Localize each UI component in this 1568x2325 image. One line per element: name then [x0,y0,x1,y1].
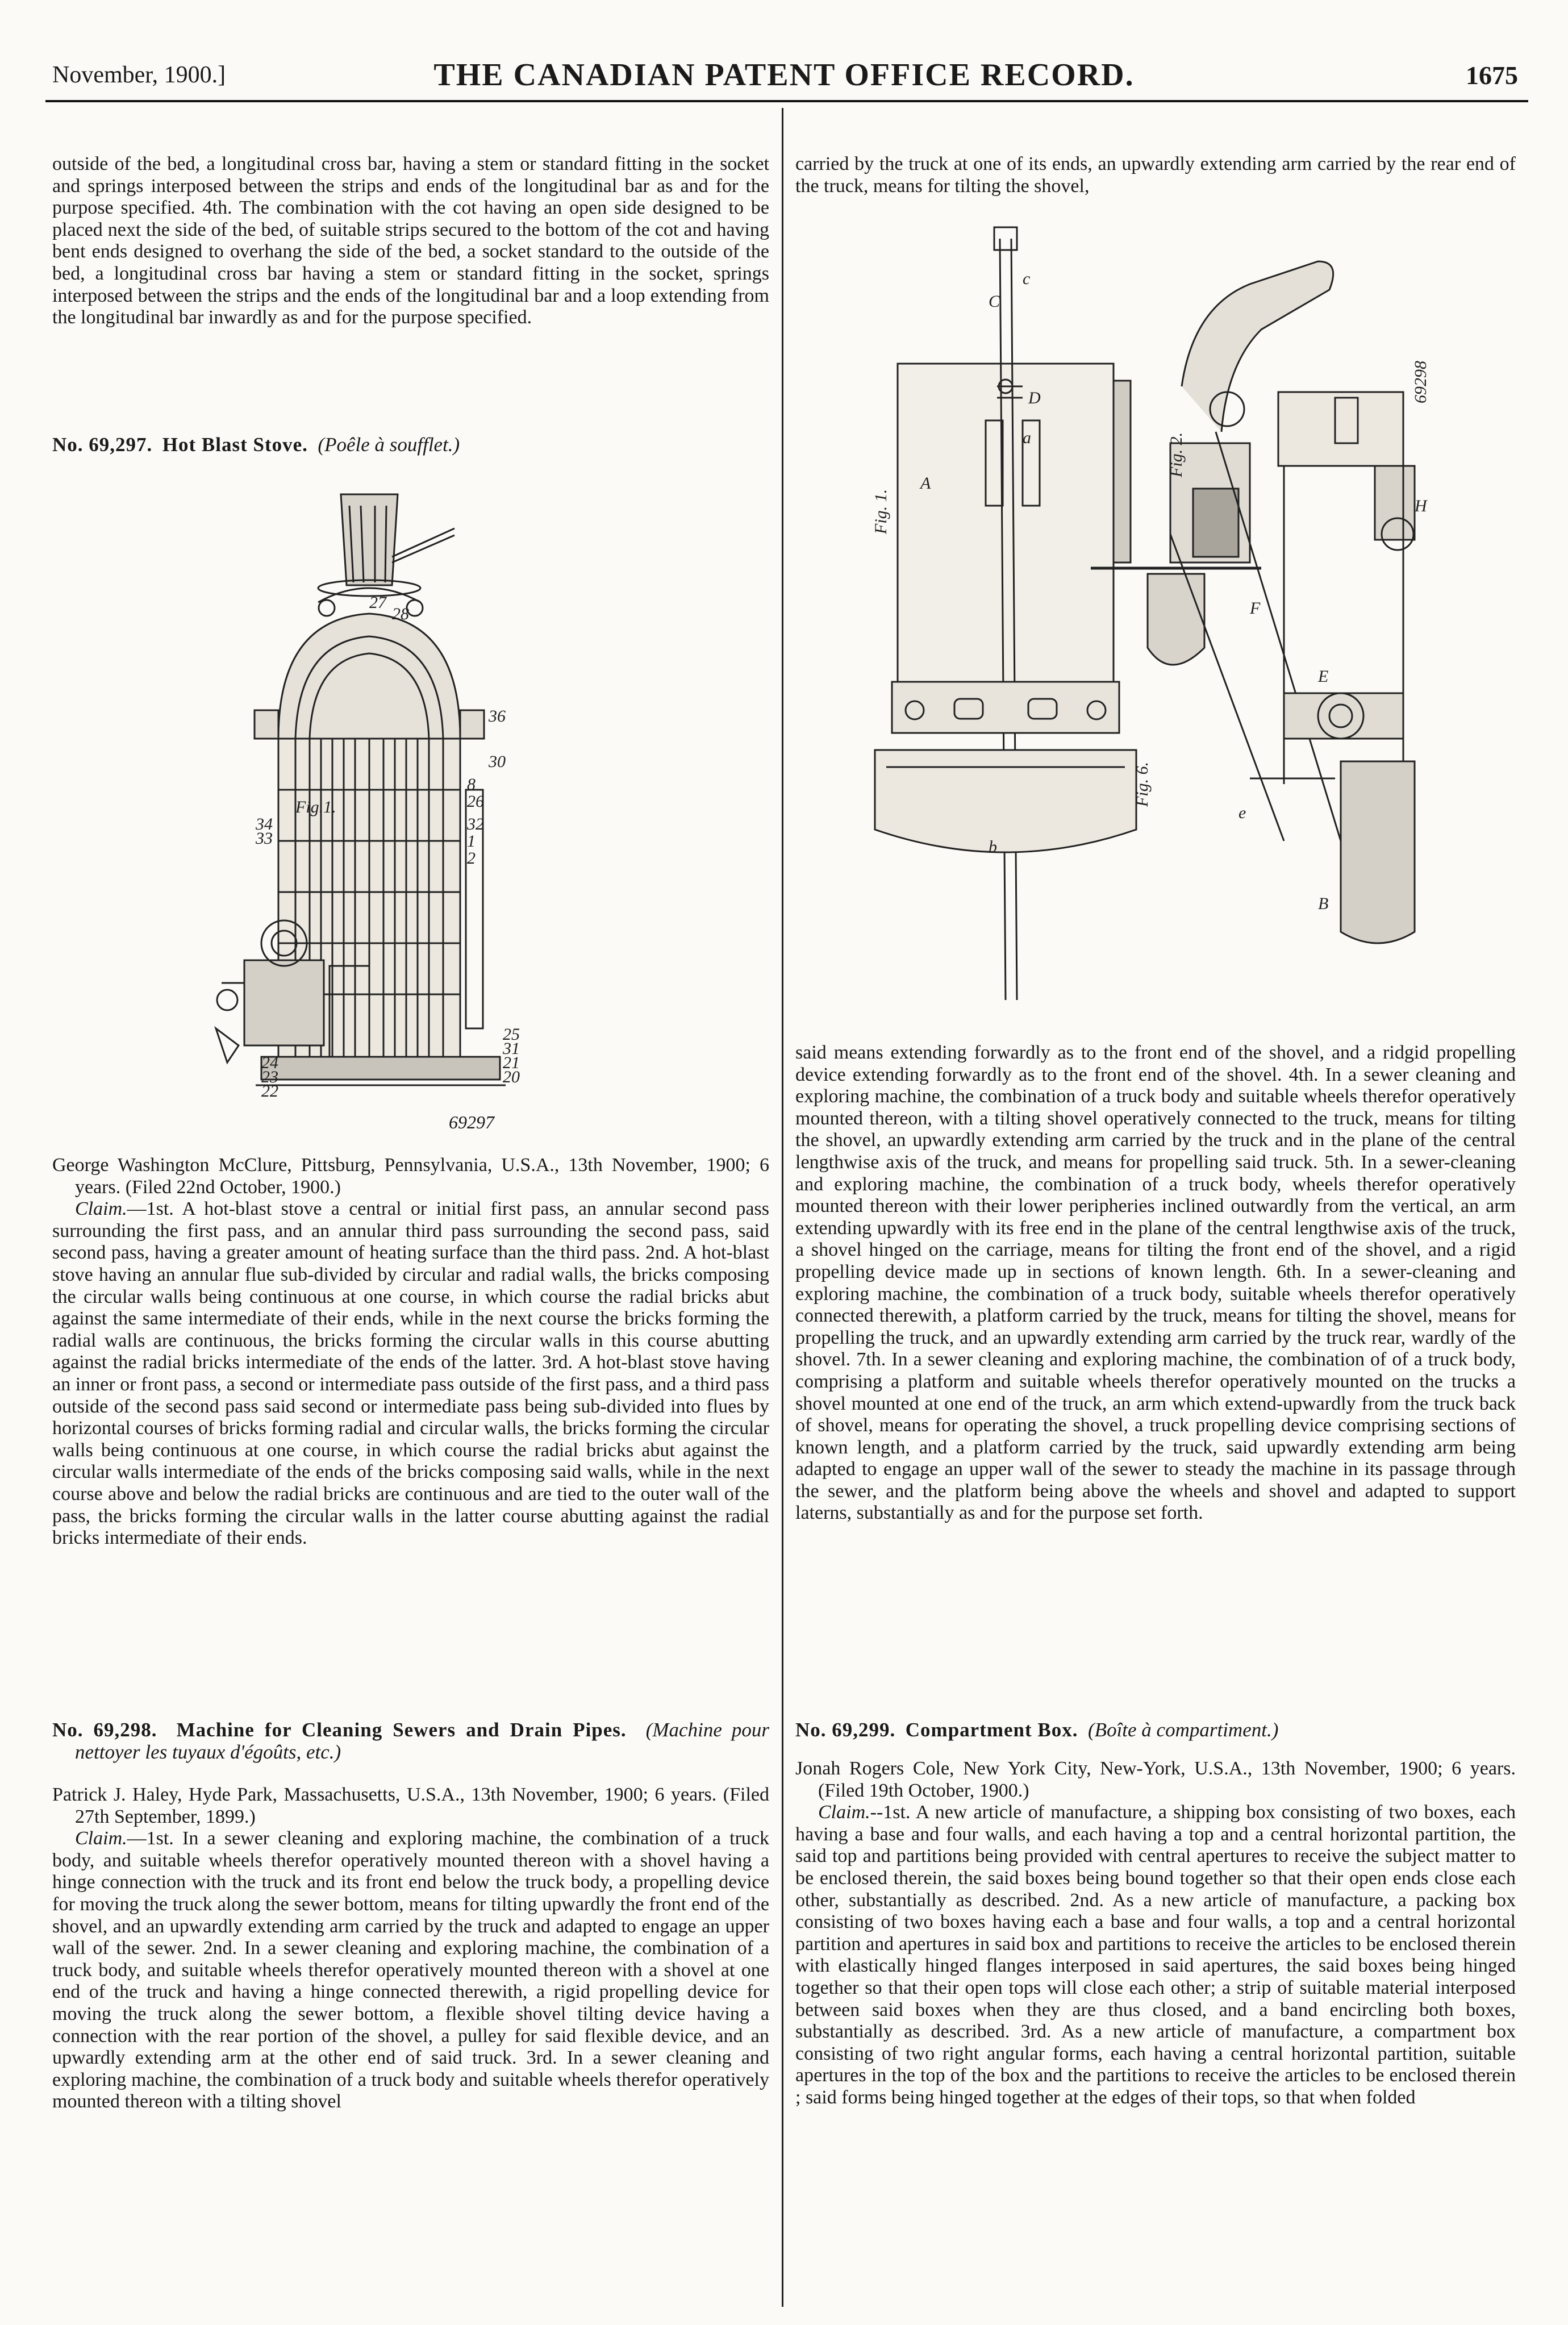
callout-30: 30 [489,752,506,771]
claim-text: —1st. A hot-blast stove a central or initial first pass, an annular second pass surrounding the first pass, and an annular third pass surrounding the second pass, said second pass, having a greater amount of heating surface than the third pass. 2nd. A hot-blast stove having an annular flue sub-divided by circular and radial walls, the bricks composing the circular walls being continuous at one course, in which course the radial bricks abut against the same intermediate of their ends, while in the next course the bricks forming the radial walls are continuous, the bricks forming the circular walls in this course abutting against the radial bricks intermediate of the ends of the latter. 3rd. A hot-blast stove having an inner or front pass, a second or intermediate pass outside of the first pass, and a third pass outside of the second pass said second or intermediate pass being sub-divided into flues by horizontal courses of bricks forming radial and circular walls, the bricks forming the circular walls being continuous at one course, in which course the radial bricks abut against the circular walls intermediate of the ends of the bricks composing said walls, while in the next course above and below the radial bricks are continuous and are tied to the outer wall of the pass, the bricks forming the circular walls in the latter course abutting against the radial bricks intermediate of their ends. [52,1198,769,1549]
letter-B: B [1318,894,1329,913]
patent-title: Machine for Cleaning Sewers and Drain Pipes. [176,1719,627,1741]
fig1-label: Fig. 1. [871,489,890,534]
patent-69298-heading [52,1719,769,1763]
callout-26: 26 [467,792,484,811]
letter-b: b [989,838,997,856]
fig2-label: Fig. 2. [1167,432,1186,477]
callout-21: 21 [503,1053,520,1072]
column-divider [782,108,783,2307]
letter-C: C [989,292,1000,311]
page-number: 1675 [1466,61,1518,90]
letter-e: e [1238,803,1246,822]
page-header [0,0,1568,114]
figure-number-69297: 69297 [449,1112,494,1132]
callout-2: 2 [467,849,476,868]
patent-title: Compartment Box. [905,1719,1078,1741]
claim-label: Claim. [75,1198,127,1220]
letter-H: H [1415,497,1427,515]
letter-E: E [1318,667,1329,686]
callout-36: 36 [489,707,506,726]
patent-inventor: Patrick J. Haley, Hyde Park, Massachusetts, U.S.A., 13th November, 1900; 6 years. (Filed 27th September, 1899.) [52,1784,769,1827]
callout-23: 23 [261,1068,278,1086]
callout-24: 24 [261,1053,278,1072]
publication-title: THE CANADIAN PATENT OFFICE RECORD. [433,57,1135,93]
patent-69298-body [52,1784,769,2113]
callout-32: 32 [467,815,484,834]
patent-number: No. 69,297. [52,434,153,456]
claim-label: Claim. [75,1828,127,1849]
callout-34: 34 [256,815,273,834]
patent-title: Hot Blast Stove. [162,434,308,456]
right-continuation-top [795,153,1516,197]
patent-french-title: (Poêle à soufflet.) [318,434,460,456]
stove-drawing [205,472,602,1131]
callout-25: 25 [503,1025,520,1044]
patent-69299-heading [795,1719,1516,1741]
patent-french-title: (Boîte à compartiment.) [1088,1719,1279,1741]
patent-number: No. 69,298. [52,1719,157,1741]
continuation-text: outside of the bed, a longitudinal cross bar, having a stem or standard fitting in the socket and springs interposed between the strips and ends of the longitudinal bar as and for the purpose specified. 4th. The combination with the cot having an open side designed to be placed next the side of the bed, of suitable strips secured to the bottom of the cot and having bent ends designed to overhang the side of the bed, a socket standard to the outside of the bed, a longitudinal cross bar having a stem or standard fitting in the socket, springs interposed between the strips and the ends of the longitudinal bar and a loop extending from the longitudinal bar inwardly as and for the purpose specified. [52,153,769,328]
fig-label-text: Fig.1. [295,798,336,816]
callout-22: 22 [261,1082,278,1101]
continuation-text: carried by the truck at one of its ends, an upwardly extending arm carried by the rear end of the truck, means for tilting the shovel, [795,153,1516,197]
patent-number: No. 69,299. [795,1719,896,1741]
letter-D: D [1028,389,1041,407]
continuation-text: said means extending forwardly as to the front end of the shovel, and a ridgid propelling device extending forwardly as to the front end of the shovel. 4th. In a sewer cleaning and exploring machine, the combination of a truck body and suitable wheels therefor operatively mounted thereon, with a tilting shovel operatively connected to the truck, means for tilting the shovel, an upwardly extending arm carried by the truck and in the plane of the central lengthwise axis of the truck, and means for propelling said truck. 5th. In a sewer-cleaning and exploring machine, the combination of a truck body, wheels therefor operatively mounted thereon with their lower peripheries inclined outwardly from the vertical, an arm extending upwardly with its free end in the plane of the central lengthwise axis of the truck, a shovel hinged on the carriage, means for tilting the front end of the shovel, and a rigid propelling device made up in sections of known length. 6th. In a sewer-cleaning and exploring machine, the combination of a truck body, suitable wheels therefor operatively connected therewith, a platform carried by the truck, means for tilting the shovel, means for propelling the truck, and an upwardly extending arm carried by the truck rear, wardly of the shovel. 7th. In a sewer cleaning and exploring machine, the combination of of a truck body, comprising a platform and suitable wheels therefor operatively mounted on the trucks a shovel mounted at one end of the truck, an arm which extend-upwardly from the truck back of shovel, means for operating the shovel, a truck propelling device comprising sections of known length, and a platform carried by the truck, said upwardly extending arm being adapted to engage an upper wall of the sewer to steady the machine in its passage through the sewer, and the platform being above the wheels and shovel and adapted to support laterns, substantially as and for the purpose set forth. [795,1042,1516,1524]
patent-69297-body [52,1155,769,1549]
callout-20: 20 [503,1068,520,1086]
callout-27: 27 [369,593,386,612]
patent-inventor: George Washington McClure, Pittsburg, Pennsylvania, U.S.A., 13th November, 1900; 6 years. (Filed 22nd October, 1900.) [52,1155,769,1198]
left-continuation [52,153,769,329]
patent-69299-body [795,1758,1516,2109]
hot-blast-stove-figure [205,472,602,1131]
patent-inventor: Jonah Rogers Cole, New York City, New-York, U.S.A., 13th November, 1900; 6 years. (Filed 19th October, 1900.) [795,1758,1516,1801]
right-continuation-bottom [795,1042,1516,1524]
patent-number-mark: 69298 [1411,361,1430,403]
letter-a: a [1023,428,1031,447]
callout-28: 28 [392,605,409,623]
claim-text: —1st. In a sewer cleaning and exploring machine, the combination of a truck body, and suitable wheels therefor operatively mounted thereon with a shovel having a hinge connection with the truck and its front end below the truck body, a propelling device for moving the truck along the sewer bottom, means for tilting upwardly the front end of the shovel, and an upwardly extending arm carried by the truck and adapted to engage an upper wall of the sewer. 2nd. In a sewer cleaning and exploring machine, the combination of a truck body, and suitable wheels therefor operatively mounted thereon with a shovel at one end of the truck and having a hinge connected therewith, a rigid propelling device for moving the truck along the sewer bottom, a flexible shovel tilting device having a connection with the rear portion of the shovel, a pulley for said flexible device, and an upwardly extending arm at the other end of said truck. 3rd. In a sewer cleaning and exploring machine, the combination of a truck body and suitable wheels therefor operatively mounted thereon with a tilting shovel [52,1828,769,2112]
letter-F: F [1250,599,1261,618]
callout-8: 8 [467,775,476,794]
patent-69297-heading [52,434,769,456]
sewer-machine-figure [852,216,1466,1011]
callout-31: 31 [503,1039,520,1058]
letter-c: c [1023,269,1031,288]
header-rule [45,100,1528,102]
sewer-machine-drawing [852,216,1466,1011]
callout-1: 1 [467,832,476,851]
claim-text: --1st. A new article of manufacture, a shipping box consisting of two boxes, each having a base and four walls, and each having a top and a central horizontal partition, the said top and partitions being provided with central apertures to receive the subject matter to be enclosed therein, the said boxes being bound together so that their open ends close each other, substantially as described. 2nd. As a new article of manufacture, a packing box consisting of two boxes having each a base and four walls, a top and a central horizontal partition and apertures in said box and partitions to receive the articles to be enclosed therein with elastically hinged flanges interposed in said apertures, the said boxes being hinged together so that their open tops will close each other; a strip of suitable material interposed between said boxes when they are thus closed, and a band encircling both boxes, substantially as described. 3rd. As a new article of manufacture, a compartment box consisting of two right angular forms, each having a central horizontal partition, suitable apertures in the top of the box and the partitions to receive the articles to be enclosed therein ; said forms being hinged together at the edges of their tops, so that when folded [795,1802,1516,2108]
letter-A: A [920,474,931,493]
fig6-label: Fig. 6. [1133,761,1152,807]
callout-33: 33 [256,829,273,848]
patent-french-title: (Machine pour nettoyer les tuyaux d'égoûts, etc.) [75,1719,770,1763]
issue-date: November, 1900.] [52,62,226,88]
claim-label: Claim. [818,1802,870,1823]
